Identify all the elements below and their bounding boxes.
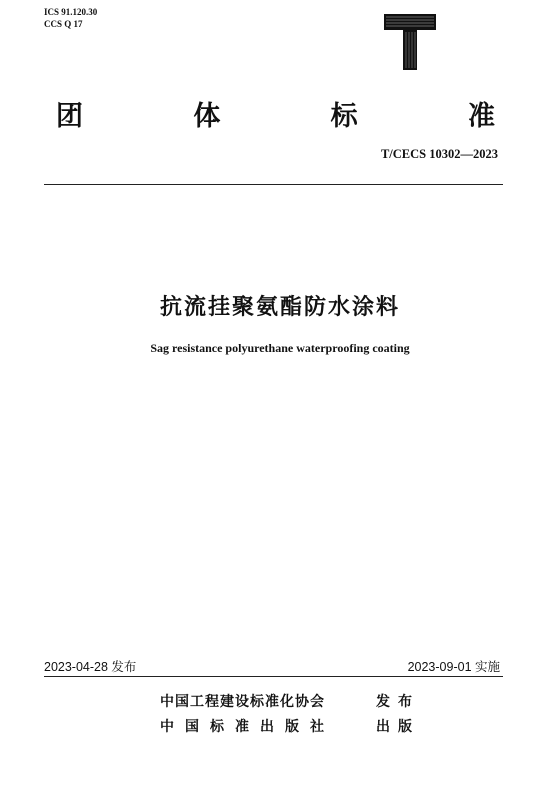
- title-chinese: 抗流挂聚氨酯防水涂料: [159, 294, 400, 319]
- ics-code: ICS 91.120.30: [44, 7, 98, 17]
- publisher-org: 中国标准出版社: [160, 718, 335, 734]
- standard-number: T/CECS 10302—2023: [380, 147, 498, 161]
- bottom-divider: [44, 676, 503, 677]
- publisher-row: [160, 716, 420, 736]
- title-english: Sag resistance polyurethane waterproofing coating: [150, 341, 410, 355]
- top-divider: [44, 184, 503, 185]
- issue-date: 2023-04-28 发布: [44, 660, 137, 674]
- publisher-org: 中国工程建设标准化协会: [160, 693, 325, 709]
- standard-type: [56, 94, 496, 133]
- classification-codes: [44, 6, 97, 30]
- standard-type-char: 体: [193, 101, 222, 131]
- ccs-code: CCS Q 17: [44, 19, 83, 29]
- t-logo-icon: [382, 12, 438, 72]
- effective-date: 2023-09-01 实施: [407, 660, 500, 674]
- standard-type-char: 团: [56, 101, 84, 131]
- publisher-action: 发布: [376, 693, 420, 709]
- publisher-row: [160, 691, 420, 711]
- publisher-action: 出版: [376, 718, 420, 734]
- standard-type-char: 标: [330, 101, 359, 131]
- standard-type-char: 准: [467, 101, 496, 131]
